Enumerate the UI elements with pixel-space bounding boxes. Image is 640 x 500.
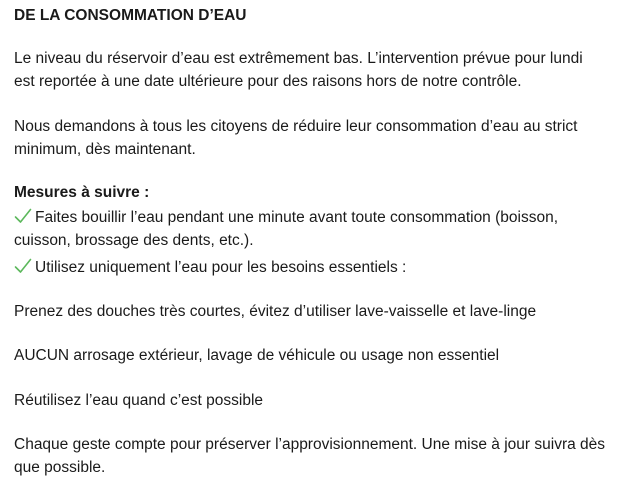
tip-no-outdoor-watering: AUCUN arrosage extérieur, lavage de véhicule ou usage non essentiel [14,347,500,364]
measure-text-continued: cuisson, brossage des dents, etc.). [14,232,254,249]
paragraph-2-line-2: minimum, dès maintenant. [14,141,196,158]
paragraph-1-line-2: est reportée à une date ultérieure pour des raisons hors de notre contrôle. [14,73,522,90]
measure-item [14,207,558,229]
tip-short-showers: Prenez des douches très courtes, évitez d’utiliser lave-vaisselle et lave-linge [14,303,537,320]
document-title: DE LA CONSOMMATION D’EAU [14,7,247,24]
measure-text: Faites bouillir l’eau pendant une minute avant toute consommation (boisson, [35,209,559,226]
closing-line-2: que possible. [14,459,106,476]
paragraph-2-line-1: Nous demandons à tous les citoyens de réduire leur consommation d’eau au strict [14,118,578,135]
measure-text: Utilisez uniquement l’eau pour les besoins essentiels : [35,259,407,276]
check-mark-icon [14,258,32,274]
closing-line-1: Chaque geste compte pour préserver l’approvisionnement. Une mise à jour suivra dès [14,436,606,453]
measures-heading: Mesures à suivre : [14,184,150,201]
measure-item [14,257,406,279]
tip-reuse-water: Réutilisez l’eau quand c’est possible [14,392,264,409]
check-mark-icon [14,208,32,224]
paragraph-1-line-1: Le niveau du réservoir d’eau est extrêmement bas. L’intervention prévue pour lundi [14,50,583,67]
